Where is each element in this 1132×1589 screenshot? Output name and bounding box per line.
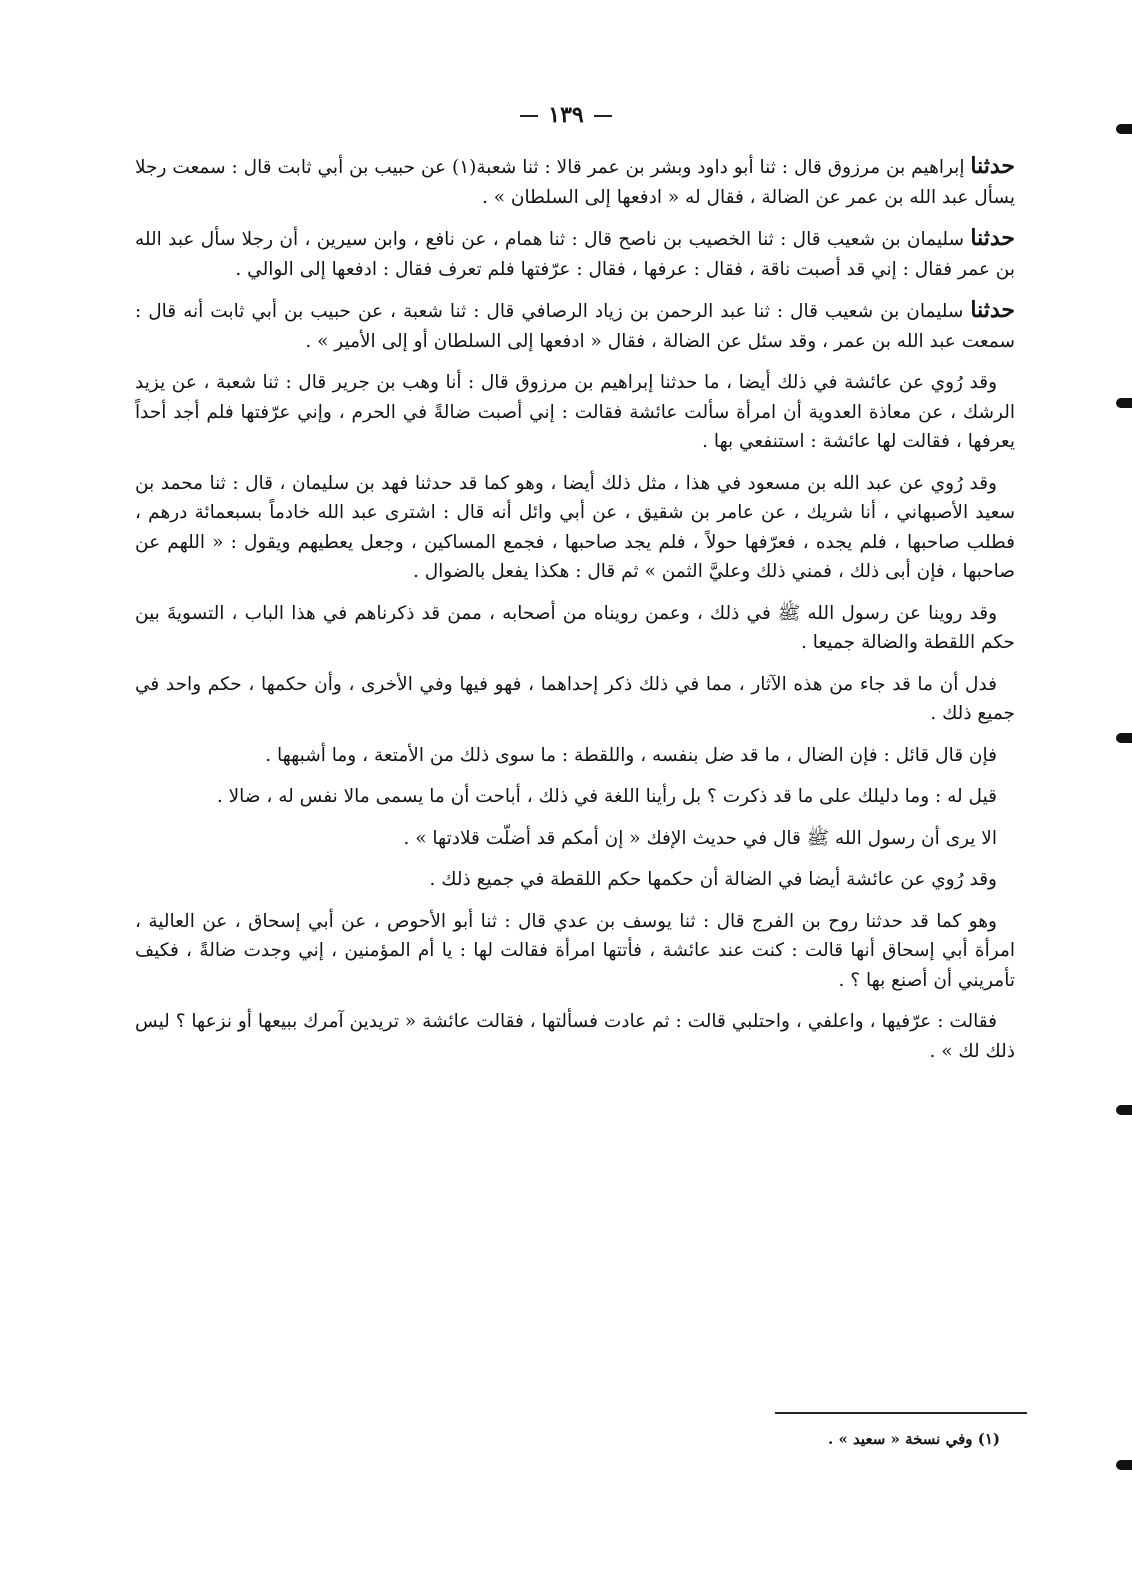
paragraph-text: سليمان بن شعيب قال : ثنا عبد الرحمن بن زياد الرصافي قال : ثنا شعبة ، عن حبيب بن أبي ثابت أنه قال : سمعت عبد الله بن عمر ، وقد سئل عن الضالة ، فقال « ادفعها إلى السلطان أو إلى الأمير » . <box>135 301 1015 352</box>
hadith-keyword: حدثنا <box>970 225 1015 251</box>
paragraph-8 <box>135 741 1015 771</box>
paragraph-text: وهو كما قد حدثنا روح بن الفرج قال : ثنا يوسف بن عدي قال : ثنا أبو الأحوص ، عن أبي إسحاق ، عن العالية ، امرأة أبي إسحاق أنها قالت : كنت عند عائشة ، فأتتها امرأة فقالت لها : يا أم المؤمنين ، إني وجدت ضالةً ، فكيف تأمريني أن أصنع بها ؟ . <box>135 910 1015 991</box>
paragraph-text: وقد رُوي عن عائشة أيضا في الضالة أن حكمها حكم اللقطة في جميع ذلك . <box>429 869 997 890</box>
page-number-header <box>0 102 1132 128</box>
paragraph-text: وقد روينا عن رسول الله ﷺ في ذلك ، وعمن رويناه من أصحابه ، ممن قد ذكرناهم في هذا الباب ، التسويةَ بين حكم اللقطة والضالة جميعا . <box>135 602 1015 653</box>
footnote-divider <box>775 1412 1027 1414</box>
paragraph-9 <box>135 782 1015 812</box>
paragraph-text: وقد رُوي عن عبد الله بن مسعود في هذا ، مثل ذلك أيضا ، وهو كما قد حدثنا فهد بن سليمان ، قال : ثنا محمد بن سعيد الأصبهاني ، أنا شريك ، عن عامر بن شقيق ، عن أبي وائل أنه قال : اشترى عبد الله خادماً بسبعمائة درهم ، فطلب صاحبها ، فلم يجده ، فعرّفها حولاً ، فلم يجد صاحبها ، فجمع المساكين ، وجعل يعطيهم ويقول : « اللهم عن صاحبها ، فإن أبى ذلك ، فمني ذلك وعليَّ الثمن » ثم قال : هكذا يفعل بالضوال . <box>135 472 1015 582</box>
paragraph-4 <box>135 368 1015 457</box>
paragraph-3 <box>135 296 1015 356</box>
footnote: (١) وفي نسخة « سعيد » . <box>828 1430 1000 1448</box>
paragraph-text: فإن قال قائل : فإن الضال ، ما قد ضل بنفسه ، واللقطة : ما سوى ذلك من الأمتعة ، وما أشبهها . <box>265 744 997 766</box>
hadith-keyword: حدثنا <box>970 153 1015 179</box>
header-dash-left <box>520 115 538 117</box>
paragraph-5 <box>135 469 1015 587</box>
paragraph-1 <box>135 152 1015 212</box>
header-dash-right <box>594 115 612 117</box>
paragraph-7 <box>135 670 1015 729</box>
binding-mark-4 <box>1116 1105 1132 1115</box>
paragraph-6 <box>135 599 1015 658</box>
page-number: ١٣٩ <box>548 102 584 128</box>
binding-mark-5 <box>1116 1460 1132 1470</box>
paragraph-11 <box>135 865 1015 895</box>
hadith-keyword: حدثنا <box>970 297 1015 323</box>
paragraph-text: إبراهيم بن مرزوق قال : ثنا أبو داود وبشر بن عمر قالا : ثنا شعبة(١) عن حبيب بن أبي ثابت قال : سمعت رجلا يسأل عبد الله بن عمر عن الضالة ، فقال له « ادفعها إلى السلطان » . <box>135 157 1015 208</box>
paragraph-text: سليمان بن شعيب قال : ثنا الخصيب بن ناصح قال : ثنا همام ، عن نافع ، وابن سيرين ، أن رجلا سأل عبد الله بن عمر فقال : إني قد أصبت ناقة ، فقال : عرفها ، فقال : عرّفتها فلم تعرف فقال : ادفعها إلى الوالي . <box>135 229 1015 280</box>
paragraph-10 <box>135 824 1015 854</box>
paragraph-text: فدل أن ما قد جاء من هذه الآثار ، مما في ذلك ذكر إحداهما ، فهو فيها وفي الأخرى ، وأن حكمها ، حكم واحد في جميع ذلك . <box>135 673 1015 724</box>
binding-mark-1 <box>1116 124 1132 134</box>
paragraph-13 <box>135 1007 1015 1066</box>
paragraph-text: قيل له : وما دليلك على ما قد ذكرت ؟ بل رأينا اللغة في ذلك ، أباحت أن ما يسمى مالا نفس له ، ضالا . <box>216 786 997 807</box>
paragraph-text: الا يرى أن رسول الله ﷺ قال في حديث الإفك « إن أمكم قد أضلّت قلادتها » . <box>403 827 997 849</box>
binding-mark-3 <box>1116 733 1132 743</box>
paragraph-2 <box>135 224 1015 284</box>
body-text <box>135 152 1015 1078</box>
binding-mark-2 <box>1116 398 1132 408</box>
paragraph-text: وقد رُوي عن عائشة في ذلك أيضا ، ما حدثنا إبراهيم بن مرزوق قال : أنا وهب بن جرير قال : ثنا شعبة ، عن يزيد الرشك ، عن معاذة العدوية أن امرأة سألت عائشة فقالت : إني أصبت ضالةً في الحرم ، وإني عرّفتها فلم أجد أحداً يعرفها ، فقالت لها عائشة : استنفعي بها . <box>135 372 1015 452</box>
paragraph-text: فقالت : عرّفيها ، واعلفي ، واحتلبي قالت : ثم عادت فسألتها ، فقالت عائشة « تريدين آمرك ببيعها أو نزعها ؟ ليس ذلك لك » . <box>135 1011 1015 1062</box>
paragraph-12 <box>135 907 1015 996</box>
